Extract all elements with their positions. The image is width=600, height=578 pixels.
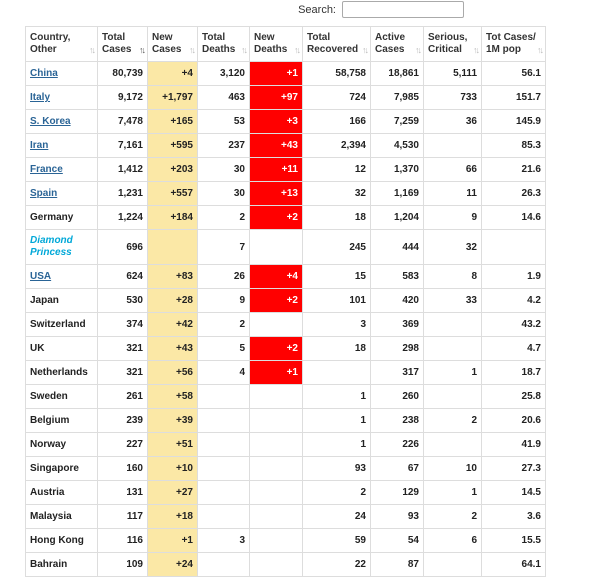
- cell-country[interactable]: [26, 62, 98, 86]
- header-label-line2: Cases: [102, 44, 132, 55]
- cell-total-deaths: [198, 481, 250, 505]
- cell-total-cases: 80,739: [98, 62, 148, 86]
- cell-cases-per-1m: 43.2: [482, 313, 546, 337]
- cell-new-deaths: [250, 553, 303, 577]
- column-header-country[interactable]: [26, 27, 98, 62]
- cell-total-cases: 227: [98, 433, 148, 457]
- cell-active-cases: 7,259: [371, 110, 424, 134]
- cell-total-recovered: 12: [303, 158, 371, 182]
- country-link[interactable]: USA: [30, 271, 52, 282]
- cell-active-cases: 1,370: [371, 158, 424, 182]
- country-name: Switzerland: [30, 319, 86, 330]
- country-name: Bahrain: [30, 559, 68, 570]
- cell-total-recovered: 93: [303, 457, 371, 481]
- cell-country: [26, 409, 98, 433]
- sort-icon[interactable]: ↑↓: [473, 45, 478, 55]
- cell-cases-per-1m: 56.1: [482, 62, 546, 86]
- cell-total-deaths: 26: [198, 265, 250, 289]
- cell-serious-critical: 1: [424, 361, 482, 385]
- header-label-line1: Serious,: [428, 32, 468, 43]
- cell-active-cases: 260: [371, 385, 424, 409]
- cell-cases-per-1m: 20.6: [482, 409, 546, 433]
- table-row: [26, 529, 546, 553]
- cell-new-deaths: +2: [250, 206, 303, 230]
- cell-country: [26, 553, 98, 577]
- cell-cases-per-1m: 27.3: [482, 457, 546, 481]
- cell-total-cases: 261: [98, 385, 148, 409]
- country-name: UK: [30, 343, 45, 354]
- table-row: [26, 289, 546, 313]
- header-label-line1: Total: [102, 32, 126, 43]
- cell-total-deaths: 5: [198, 337, 250, 361]
- cell-new-cases: +28: [148, 289, 198, 313]
- cell-total-cases: 1,231: [98, 182, 148, 206]
- cell-cases-per-1m: 151.7: [482, 86, 546, 110]
- cell-total-deaths: [198, 385, 250, 409]
- cell-new-deaths: [250, 457, 303, 481]
- country-link[interactable]: France: [30, 164, 63, 175]
- header-label-line1: Total: [307, 32, 331, 43]
- cell-total-cases: 696: [98, 230, 148, 265]
- search-input[interactable]: [342, 1, 464, 18]
- cell-total-deaths: 3: [198, 529, 250, 553]
- header-label-line2: Deaths: [254, 44, 288, 55]
- table-row: [26, 361, 546, 385]
- cell-new-cases: +184: [148, 206, 198, 230]
- cell-new-cases: +24: [148, 553, 198, 577]
- cell-new-cases: +39: [148, 409, 198, 433]
- country-name: Germany: [30, 212, 74, 223]
- cell-total-deaths: 237: [198, 134, 250, 158]
- cell-new-cases: +27: [148, 481, 198, 505]
- country-name: Norway: [30, 439, 67, 450]
- column-header-cases-per-1m[interactable]: [482, 27, 546, 62]
- cell-serious-critical: [424, 313, 482, 337]
- sort-icon[interactable]: ↑↓: [139, 45, 144, 55]
- cell-active-cases: 67: [371, 457, 424, 481]
- column-header-serious-critical[interactable]: [424, 27, 482, 62]
- cell-active-cases: 18,861: [371, 62, 424, 86]
- cell-active-cases: 444: [371, 230, 424, 265]
- cell-total-cases: 117: [98, 505, 148, 529]
- table-row: [26, 385, 546, 409]
- cell-total-recovered: 101: [303, 289, 371, 313]
- cell-serious-critical: [424, 553, 482, 577]
- cell-total-deaths: 30: [198, 158, 250, 182]
- header-label-line2: Recovered: [307, 44, 359, 55]
- column-header-total-deaths[interactable]: [198, 27, 250, 62]
- cell-total-cases: 116: [98, 529, 148, 553]
- cell-total-recovered: 59: [303, 529, 371, 553]
- header-label-line1: Tot Cases/: [486, 32, 536, 43]
- cell-active-cases: 1,169: [371, 182, 424, 206]
- header-label-line2: Critical: [428, 44, 462, 55]
- cell-total-cases: 374: [98, 313, 148, 337]
- cell-total-deaths: 9: [198, 289, 250, 313]
- country-link[interactable]: China: [30, 68, 58, 79]
- cell-total-deaths: 4: [198, 361, 250, 385]
- cell-total-cases: 9,172: [98, 86, 148, 110]
- cell-cases-per-1m: 26.3: [482, 182, 546, 206]
- country-name: Hong Kong: [30, 535, 84, 546]
- cell-new-deaths: [250, 505, 303, 529]
- search-label: Search:: [298, 3, 336, 16]
- cell-serious-critical: [424, 134, 482, 158]
- cell-active-cases: 369: [371, 313, 424, 337]
- column-header-total-recovered[interactable]: [303, 27, 371, 62]
- cell-cases-per-1m: 145.9: [482, 110, 546, 134]
- country-name: Japan: [30, 295, 59, 306]
- cell-total-cases: 1,224: [98, 206, 148, 230]
- column-header-new-deaths[interactable]: [250, 27, 303, 62]
- table-row: [26, 337, 546, 361]
- cell-country: [26, 481, 98, 505]
- cell-new-cases: +10: [148, 457, 198, 481]
- cell-serious-critical: 8: [424, 265, 482, 289]
- cell-total-cases: 530: [98, 289, 148, 313]
- cell-total-deaths: 2: [198, 313, 250, 337]
- sort-icon[interactable]: ↑↓: [294, 45, 299, 55]
- cell-cases-per-1m: 14.6: [482, 206, 546, 230]
- cell-active-cases: 87: [371, 553, 424, 577]
- cell-serious-critical: 6: [424, 529, 482, 553]
- cell-new-deaths: +1: [250, 361, 303, 385]
- table-row: [26, 481, 546, 505]
- cell-country[interactable]: [26, 265, 98, 289]
- table-row: [26, 158, 546, 182]
- search-bar: [298, 0, 464, 19]
- cell-serious-critical: 10: [424, 457, 482, 481]
- table-row: [26, 265, 546, 289]
- cell-new-deaths: [250, 385, 303, 409]
- cell-total-deaths: 463: [198, 86, 250, 110]
- cell-serious-critical: 36: [424, 110, 482, 134]
- cell-new-cases: +58: [148, 385, 198, 409]
- country-name: Austria: [30, 487, 65, 498]
- cell-total-recovered: 24: [303, 505, 371, 529]
- cell-serious-critical: [424, 433, 482, 457]
- cell-serious-critical: 66: [424, 158, 482, 182]
- country-name: Malaysia: [30, 511, 72, 522]
- column-header-active-cases[interactable]: [371, 27, 424, 62]
- cell-country: [26, 289, 98, 313]
- table-row: [26, 457, 546, 481]
- cell-cases-per-1m: 21.6: [482, 158, 546, 182]
- cell-total-deaths: [198, 457, 250, 481]
- column-header-total-cases[interactable]: [98, 27, 148, 62]
- cell-country[interactable]: [26, 134, 98, 158]
- cell-new-cases: +165: [148, 110, 198, 134]
- cell-cases-per-1m: [482, 230, 546, 265]
- cell-new-deaths: +13: [250, 182, 303, 206]
- cell-total-recovered: 1: [303, 409, 371, 433]
- cell-total-recovered: 22: [303, 553, 371, 577]
- cell-new-cases: +203: [148, 158, 198, 182]
- cell-country: [26, 433, 98, 457]
- cell-cases-per-1m: 64.1: [482, 553, 546, 577]
- cell-total-recovered: 724: [303, 86, 371, 110]
- cell-total-cases: 160: [98, 457, 148, 481]
- cell-total-deaths: [198, 505, 250, 529]
- header-label-line2: Other: [30, 44, 57, 55]
- cell-cases-per-1m: 14.5: [482, 481, 546, 505]
- sort-icon[interactable]: ↑↓: [362, 45, 367, 55]
- cell-active-cases: 93: [371, 505, 424, 529]
- cell-total-recovered: 2: [303, 481, 371, 505]
- cell-active-cases: 226: [371, 433, 424, 457]
- header-label-line1: Active: [375, 32, 406, 43]
- table-row: [26, 230, 546, 265]
- cell-new-deaths: [250, 529, 303, 553]
- table-row: [26, 182, 546, 206]
- cell-new-cases: +595: [148, 134, 198, 158]
- table-row: [26, 206, 546, 230]
- header-label-line1: Total: [202, 32, 226, 43]
- cell-total-recovered: 32: [303, 182, 371, 206]
- cell-new-deaths: [250, 313, 303, 337]
- cell-serious-critical: 1: [424, 481, 482, 505]
- table-row: [26, 433, 546, 457]
- cell-new-cases: +83: [148, 265, 198, 289]
- column-header-new-cases[interactable]: [148, 27, 198, 62]
- cell-active-cases: 54: [371, 529, 424, 553]
- cell-new-deaths: +97: [250, 86, 303, 110]
- cell-serious-critical: [424, 385, 482, 409]
- sort-icon[interactable]: ↑↓: [537, 45, 542, 55]
- cell-new-deaths: +1: [250, 62, 303, 86]
- sort-icon[interactable]: ↑↓: [241, 45, 246, 55]
- cell-total-cases: 321: [98, 361, 148, 385]
- cell-cases-per-1m: 4.2: [482, 289, 546, 313]
- country-name: Sweden: [30, 391, 68, 402]
- header-label-line1: Country,: [30, 32, 71, 43]
- cell-total-cases: 624: [98, 265, 148, 289]
- cell-total-recovered: 166: [303, 110, 371, 134]
- table-row: [26, 86, 546, 110]
- cell-serious-critical: 9: [424, 206, 482, 230]
- cell-total-cases: 109: [98, 553, 148, 577]
- header-label-line2: Cases: [375, 44, 405, 55]
- cell-new-deaths: +4: [250, 265, 303, 289]
- country-link[interactable]: S. Korea: [30, 116, 71, 127]
- cell-cases-per-1m: 4.7: [482, 337, 546, 361]
- cell-new-deaths: +2: [250, 337, 303, 361]
- cell-total-cases: 7,478: [98, 110, 148, 134]
- cell-country: [26, 206, 98, 230]
- cell-total-recovered: 3: [303, 313, 371, 337]
- cell-country[interactable]: [26, 182, 98, 206]
- cell-total-recovered: 58,758: [303, 62, 371, 86]
- cell-new-cases: +42: [148, 313, 198, 337]
- cell-total-recovered: 1: [303, 433, 371, 457]
- cell-total-recovered: 15: [303, 265, 371, 289]
- header-label-line1: New: [254, 32, 275, 43]
- sort-icon[interactable]: ↑↓: [189, 45, 194, 55]
- cell-total-recovered: 1: [303, 385, 371, 409]
- country-name: Diamond Princess: [30, 235, 73, 258]
- cell-new-cases: [148, 230, 198, 265]
- cell-new-cases: +1: [148, 529, 198, 553]
- cell-total-deaths: 2: [198, 206, 250, 230]
- cell-serious-critical: [424, 337, 482, 361]
- cell-total-cases: 1,412: [98, 158, 148, 182]
- cell-new-cases: +18: [148, 505, 198, 529]
- table-body: [26, 62, 546, 577]
- cell-total-deaths: 3,120: [198, 62, 250, 86]
- cell-country: [26, 457, 98, 481]
- cell-cases-per-1m: 85.3: [482, 134, 546, 158]
- cell-new-deaths: [250, 433, 303, 457]
- cell-cases-per-1m: 25.8: [482, 385, 546, 409]
- cell-active-cases: 238: [371, 409, 424, 433]
- cell-total-recovered: 18: [303, 337, 371, 361]
- cell-cases-per-1m: 18.7: [482, 361, 546, 385]
- cell-active-cases: 7,985: [371, 86, 424, 110]
- cell-serious-critical: 2: [424, 409, 482, 433]
- cell-cases-per-1m: 3.6: [482, 505, 546, 529]
- header-label-line1: New: [152, 32, 173, 43]
- country-link[interactable]: Italy: [30, 92, 51, 103]
- cell-cases-per-1m: 41.9: [482, 433, 546, 457]
- cell-serious-critical: 733: [424, 86, 482, 110]
- cell-total-deaths: 7: [198, 230, 250, 265]
- cell-cases-per-1m: 15.5: [482, 529, 546, 553]
- cell-country: [26, 529, 98, 553]
- table-row: [26, 553, 546, 577]
- cell-new-deaths: +43: [250, 134, 303, 158]
- cell-country[interactable]: [26, 158, 98, 182]
- cell-new-deaths: [250, 409, 303, 433]
- cell-new-deaths: +2: [250, 289, 303, 313]
- table-row: [26, 110, 546, 134]
- cell-serious-critical: 33: [424, 289, 482, 313]
- sort-icon[interactable]: ↑↓: [415, 45, 420, 55]
- cell-total-deaths: [198, 433, 250, 457]
- cell-serious-critical: 2: [424, 505, 482, 529]
- table-row: [26, 409, 546, 433]
- cases-table: [25, 26, 546, 577]
- country-name: Belgium: [30, 415, 70, 426]
- table-row: [26, 505, 546, 529]
- country-link[interactable]: Iran: [30, 140, 49, 151]
- cell-total-recovered: [303, 361, 371, 385]
- cell-active-cases: 583: [371, 265, 424, 289]
- cell-new-cases: +51: [148, 433, 198, 457]
- table-row: [26, 62, 546, 86]
- cell-new-cases: +1,797: [148, 86, 198, 110]
- cell-total-cases: 7,161: [98, 134, 148, 158]
- cell-total-recovered: 2,394: [303, 134, 371, 158]
- header-label-line2: 1M pop: [486, 44, 521, 55]
- cell-total-deaths: [198, 553, 250, 577]
- cell-new-cases: +56: [148, 361, 198, 385]
- cell-country: [26, 337, 98, 361]
- cell-total-deaths: 30: [198, 182, 250, 206]
- cell-active-cases: 298: [371, 337, 424, 361]
- header-label-line2: Deaths: [202, 44, 236, 55]
- cell-country: [26, 505, 98, 529]
- sort-icon[interactable]: ↑↓: [89, 45, 94, 55]
- cell-country: [26, 230, 98, 265]
- cell-country[interactable]: [26, 86, 98, 110]
- cell-serious-critical: 32: [424, 230, 482, 265]
- cell-country: [26, 361, 98, 385]
- cell-cases-per-1m: 1.9: [482, 265, 546, 289]
- cell-new-cases: +4: [148, 62, 198, 86]
- cell-new-cases: +557: [148, 182, 198, 206]
- cell-total-recovered: 18: [303, 206, 371, 230]
- cell-active-cases: 129: [371, 481, 424, 505]
- header-row: [26, 27, 546, 62]
- header-label-line2: Cases: [152, 44, 182, 55]
- table-row: [26, 313, 546, 337]
- cell-active-cases: 4,530: [371, 134, 424, 158]
- cell-total-cases: 321: [98, 337, 148, 361]
- cell-country[interactable]: [26, 110, 98, 134]
- cell-total-deaths: [198, 409, 250, 433]
- cell-country: [26, 313, 98, 337]
- cell-total-cases: 131: [98, 481, 148, 505]
- country-name: Netherlands: [30, 367, 88, 378]
- cell-total-recovered: 245: [303, 230, 371, 265]
- cell-active-cases: 420: [371, 289, 424, 313]
- cell-new-deaths: +3: [250, 110, 303, 134]
- cell-new-deaths: +11: [250, 158, 303, 182]
- cell-new-cases: +43: [148, 337, 198, 361]
- cell-new-deaths: [250, 481, 303, 505]
- cell-serious-critical: 5,111: [424, 62, 482, 86]
- cell-active-cases: 317: [371, 361, 424, 385]
- country-name: Singapore: [30, 463, 79, 474]
- country-link[interactable]: Spain: [30, 188, 58, 199]
- cell-new-deaths: [250, 230, 303, 265]
- cell-serious-critical: 11: [424, 182, 482, 206]
- cell-total-cases: 239: [98, 409, 148, 433]
- cell-country: [26, 385, 98, 409]
- table-row: [26, 134, 546, 158]
- cell-active-cases: 1,204: [371, 206, 424, 230]
- cell-total-deaths: 53: [198, 110, 250, 134]
